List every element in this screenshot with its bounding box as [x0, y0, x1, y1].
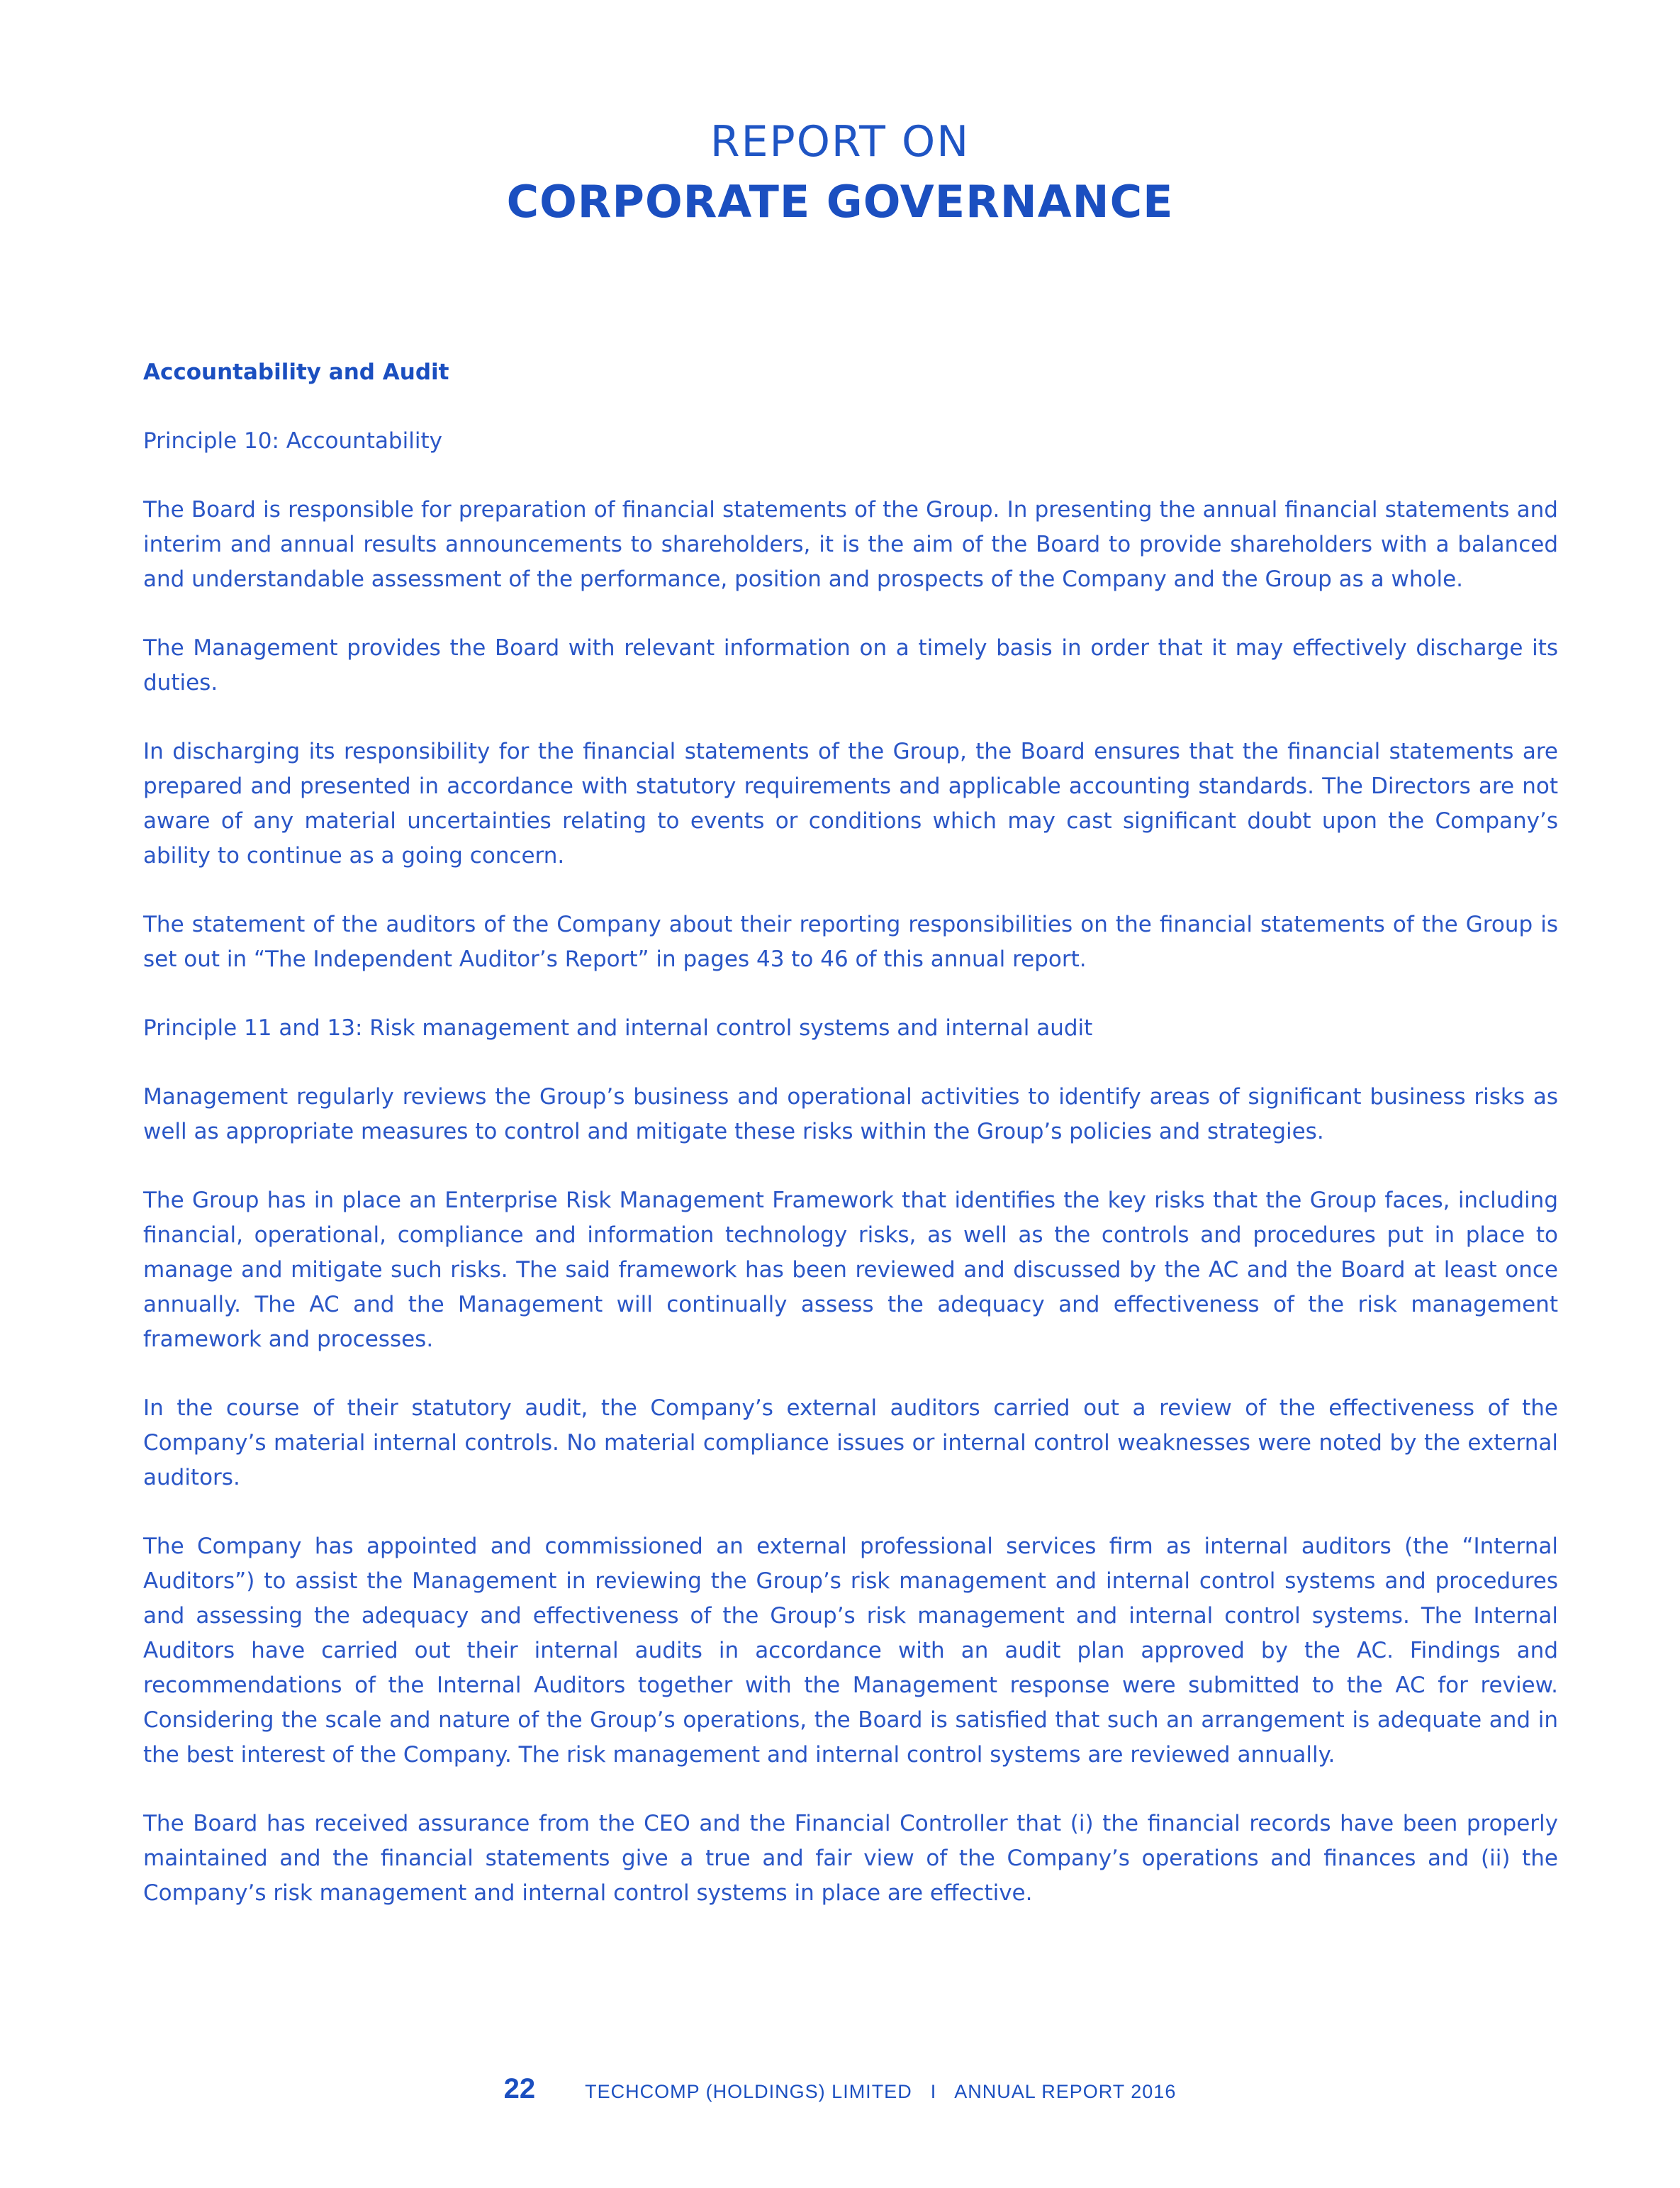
page-number: 22	[503, 2073, 536, 2104]
footer-separator: I	[930, 2081, 936, 2102]
paragraph: The Management provides the Board with relevant information on a timely basis in order that it may effectively discharge its duties.	[143, 635, 1558, 696]
paragraph: In the course of their statutory audit, the Company’s external auditors carried out a review of the effectiveness of the Company’s material internal controls. No material compliance issues or internal control weaknesses were noted by the external auditors.	[143, 1395, 1558, 1490]
footer-report-title: ANNUAL REPORT 2016	[954, 2081, 1177, 2102]
footer-company-name: TECHCOMP (HOLDINGS) LIMITED	[585, 2081, 912, 2102]
principle-heading: Principle 11 and 13: Risk management and internal control systems and internal audit	[143, 1015, 1093, 1041]
paragraph: The Board is responsible for preparation of financial statements of the Group. In presenting the annual financial statements and interim and annual results announcements to shareholders, it is the aim of the Board to provide shareholders with a balanced and understandable assessment of the performance, position and prospects of the Company and the Group as a whole.	[143, 497, 1558, 592]
report-title-line1: REPORT ON	[710, 117, 970, 167]
report-title-line2: CORPORATE GOVERNANCE	[506, 176, 1174, 228]
paragraph: The Board has received assurance from the CEO and the Financial Controller that (i) the financial records have been properly maintained and the financial statements give a true and fair view of the Company’s operations and finances and (ii) the Company’s risk management and internal control systems in place are effective.	[143, 1811, 1558, 1906]
page-header	[0, 113, 1680, 234]
paragraph: Management regularly reviews the Group’s business and operational activities to identify areas of significant business risks as well as appropriate measures to control and mitigate these risks within the Group’s policies and strategies.	[143, 1084, 1558, 1144]
paragraph: The statement of the auditors of the Company about their reporting responsibilities on the financial statements of the Group is set out in “The Independent Auditor’s Report” in pages 43 to 46 of this annual report.	[143, 912, 1558, 972]
page-footer	[0, 2073, 1680, 2105]
main-content	[143, 355, 1558, 1945]
paragraph: In discharging its responsibility for the financial statements of the Group, the Board ensures that the financial statements are prepared and presented in accordance with statutory requirements and applicable accounting standards. The Directors are not aware of any material uncertainties relating to events or conditions which may cast significant doubt upon the Company’s ability to continue as a going concern.	[143, 739, 1558, 869]
principle-heading: Principle 10: Accountability	[143, 428, 442, 454]
section-heading: Accountability and Audit	[143, 359, 449, 385]
paragraph: The Company has appointed and commissioned an external professional services firm as internal auditors (the “Internal Auditors”) to assist the Management in reviewing the Group’s risk management and internal control systems and procedures and assessing the adequacy and effectiveness of the Group’s risk management and internal control systems. The Internal Auditors have carried out their internal audits in accordance with an audit plan approved by the AC. Findings and recommendations of the Internal Auditors together with the Management response were submitted to the AC for review. Considering the scale and nature of the Group’s operations, the Board is satisfied that such an arrangement is adequate and in the best interest of the Company. The risk management and internal control systems are reviewed annually.	[143, 1534, 1558, 1768]
paragraph: The Group has in place an Enterprise Risk Management Framework that identifies the key risks that the Group faces, including financial, operational, compliance and information technology risks, as well as the controls and procedures put in place to manage and mitigate such risks. The said framework has been reviewed and discussed by the AC and the Board at least once annually. The AC and the Management will continually assess the adequacy and effectiveness of the risk management framework and processes.	[143, 1188, 1558, 1352]
